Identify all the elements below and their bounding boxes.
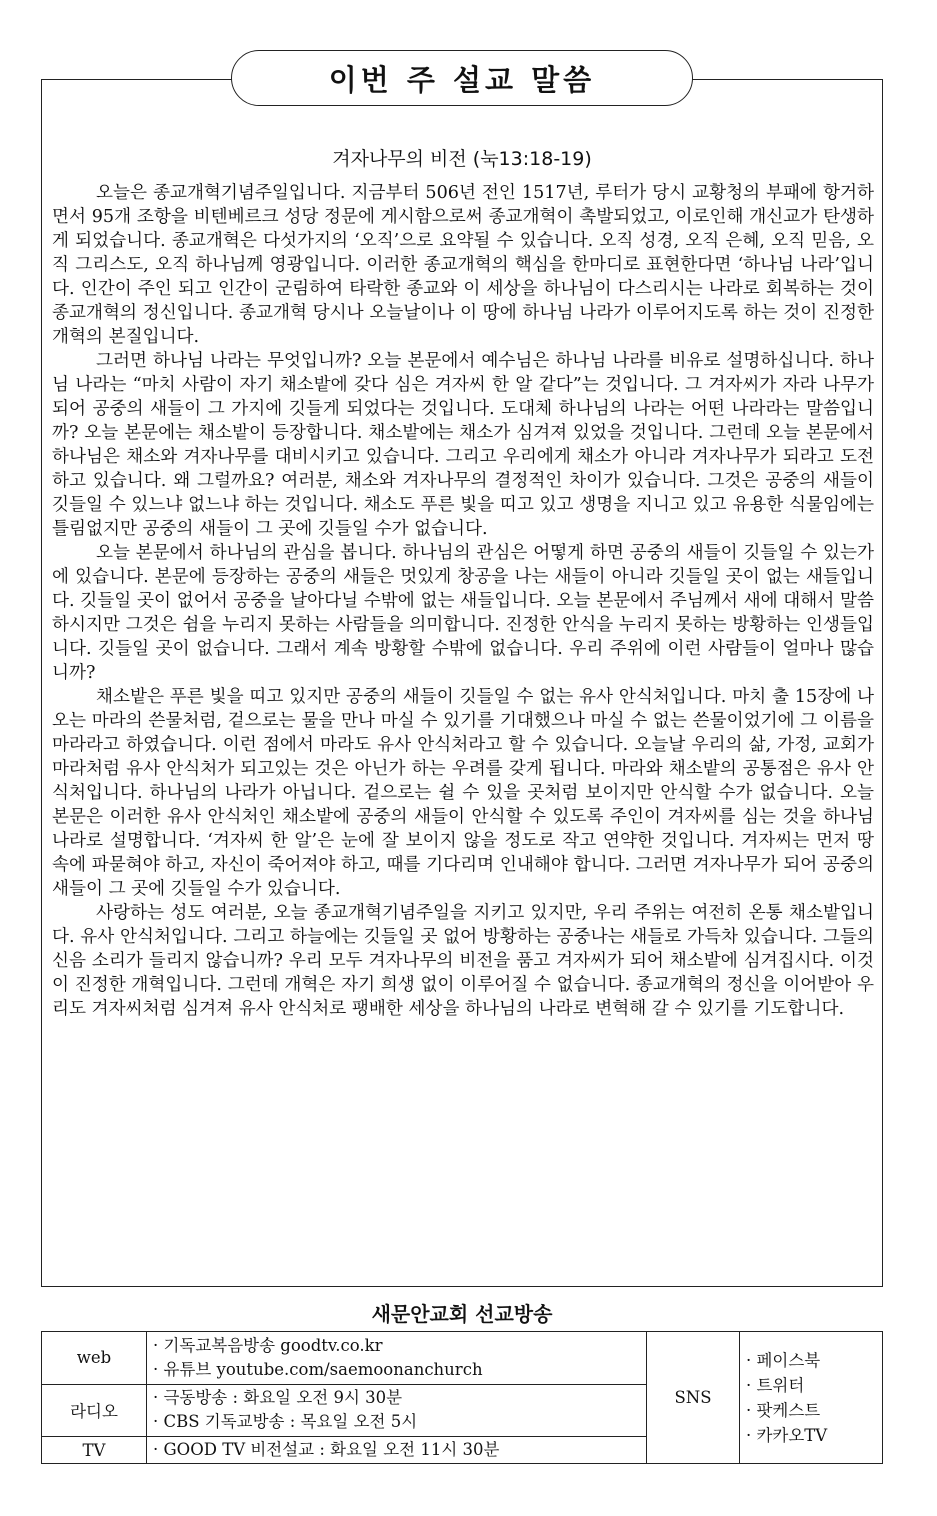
sermon-paragraph: 채소밭은 푸른 빛을 띠고 있지만 공중의 새들이 깃들일 수 없는 유사 안식처입니다. 마치 출 15장에 나오는 마라의 쓴물처럼, 겉으로는 물을 만나 마실 수 있기를 기대했으나 마실 수 없는 쓴물이었기에 그 이름을 마라라고 하였습니다. 이런 점에서 마라도 유사 안식처라고 할 수 있습니다. 오늘날 우리의 삶, 가정, 교회가 마라처럼 유사 안식처가 되고있는 것은 아닌가 하는 우려를 갖게 됩니다. 마라와 채소밭의 공통점은 유사 안식처입니다. 하나님의 나라가 아닙니다. 겉으로는 쉴 수 있을 곳처럼 보이지만 안식할 수가 없습니다. 오늘 본문은 이러한 유사 안식처인 채소밭에 공중의 새들이 안식할 수 있도록 주인이 겨자씨를 심는 것을 하나님나라로 설명합니다. ‘겨자씨 한 알’은 눈에 잘 보이지 않을 정도로 작고 연약한 것입니다. 겨자씨는 먼저 땅 속에 파묻혀야 하고, 자신이 죽어져야 하고, 때를 기다리며 인내해야 합니다. 그러면 겨자나무가 되어 공중의 새들이 그 곳에 깃들일 수가 있습니다.: [52, 687, 875, 899]
sns-item: · 카카오TV: [746, 1425, 828, 1445]
broadcast-item: · 기독교복음방송 goodtv.co.kr: [153, 1335, 383, 1355]
sermon-paragraph: 오늘 본문에서 하나님의 관심을 봅니다. 하나님의 관심은 어떻게 하면 공중의 새들이 깃들일 수 있는가에 있습니다. 본문에 등장하는 공중의 새들은 멋있게 창공을 나는 새들이 아니라 깃들일 곳이 없는 새들입니다. 깃들일 곳이 없어서 공중을 날아다닐 수밖에 없는 새들입니다. 오늘 본문에서 주님께서 새에 대해서 말씀하시지만 그것은 쉼을 누리지 못하는 사람들을 의미합니다. 진정한 안식을 누리지 못하는 방황하는 인생들입니다. 깃들일 곳이 없습니다. 그래서 계속 방황할 수밖에 없습니다. 우리 주위에 이런 사람들이 얼마나 많습니까?: [52, 543, 874, 683]
broadcast-item: · 극동방송 : 화요일 오전 9시 30분: [153, 1388, 403, 1408]
row-items-radio: [147, 1384, 647, 1437]
sns-label: SNS: [647, 1332, 740, 1464]
sermon-body: [52, 181, 874, 1021]
broadcast-item: · 유튜브 youtube.com/saemoonanchurch: [153, 1359, 483, 1379]
sermon-paragraph: 그러면 하나님 나라는 무엇입니까? 오늘 본문에서 예수님은 하나님 나라를 비유로 설명하십니다. 하나님 나라는 “마치 사람이 자기 채소밭에 갖다 심은 겨자씨 한 알 같다”는 것입니다. 그 겨자씨가 자라 나무가 되어 공중의 새들이 그 가지에 깃들게 되었다는 것입니다. 도대체 하나님의 나라는 어떤 나라라는 말씀입니까? 오늘 본문에는 채소밭이 등장합니다. 채소밭에는 채소가 심겨져 있었을 것입니다. 그런데 오늘 본문에서 하나님은 채소와 겨자나무를 대비시키고 있습니다. 그리고 우리에게 채소가 아니라 겨자나무가 되라고 도전하고 있습니다. 왜 그럴까요? 여러분, 채소와 겨자나무의 결정적인 차이가 있습니다. 그것은 공중의 새들이 깃들일 수 있느냐 없느냐 하는 것입니다. 채소도 푸른 빛을 띠고 있고 생명을 지니고 있고 유용한 식물임에는 틀림없지만 공중의 새들이 그 곳에 깃들일 수가 없습니다.: [52, 351, 874, 539]
broadcast-item: · GOOD TV 비전설교 : 화요일 오전 11시 30분: [153, 1440, 500, 1460]
row-label-web: web: [42, 1332, 147, 1385]
sermon-title: 겨자나무의 비전 (눅13:18-19): [332, 148, 592, 170]
sns-item: · 트위터: [746, 1375, 805, 1395]
broadcast-item: · CBS 기독교방송 : 목요일 오전 5시: [153, 1412, 418, 1432]
row-items-tv: [147, 1437, 647, 1464]
row-label-tv: TV: [42, 1437, 147, 1464]
sns-item: · 팟케스트: [746, 1400, 821, 1420]
sermon-paragraph: 사랑하는 성도 여러분, 오늘 종교개혁기념주일을 지키고 있지만, 우리 주위는 여전히 온통 채소밭입니다. 유사 안식처입니다. 그리고 하늘에는 깃들일 곳 없어 방황하는 공중나는 새들로 가득차 있습니다. 그들의 신음 소리가 들리지 않습니까? 우리 모두 겨자나무의 비전을 품고 겨자씨가 되어 채소밭에 심겨집시다. 이것이 진정한 개혁입니다. 그런데 개혁은 자기 희생 없이 이루어질 수 없습니다. 종교개혁의 정신을 이어받아 우리도 겨자씨처럼 심겨져 유사 안식처로 팽배한 세상을 하나님의 나라로 변혁해 갈 수 있기를 기도합니다.: [52, 903, 874, 1019]
broadcast-row-web: [42, 1332, 883, 1385]
row-items-web: [147, 1332, 647, 1385]
broadcast-table: [41, 1331, 883, 1464]
sermon-paragraph: 오늘은 종교개혁기념주일입니다. 지금부터 506년 전인 1517년, 루터가 당시 교황청의 부패에 항거하면서 95개 조항을 비텐베르크 성당 정문에 게시함으로써 종교개혁이 촉발되었고, 이로인해 개신교가 탄생하게 되었습니다. 종교개혁은 다섯가지의 ‘오직’으로 요약될 수 있습니다. 오직 성경, 오직 은혜, 오직 믿음, 오직 그리스도, 오직 하나님께 영광입니다. 이러한 종교개혁의 핵심을 한마디로 표현한다면 ‘하나님 나라’입니다. 인간이 주인 되고 인간이 군림하여 타락한 종교와 이 세상을 하나님이 다스리시는 나라로 회복하는 것이 종교개혁의 정신입니다. 종교개혁 당시나 오늘날이나 이 땅에 하나님 나라가 이루어지도록 하는 것이 진정한 개혁의 본질입니다.: [52, 183, 875, 347]
broadcast-title: 새문안교회 선교방송: [371, 1302, 553, 1326]
row-label-radio: 라디오: [42, 1384, 147, 1437]
sns-list: [740, 1332, 883, 1464]
sns-item: · 페이스북: [746, 1350, 821, 1370]
page-title: 이번 주 설교 말씀: [231, 50, 693, 106]
